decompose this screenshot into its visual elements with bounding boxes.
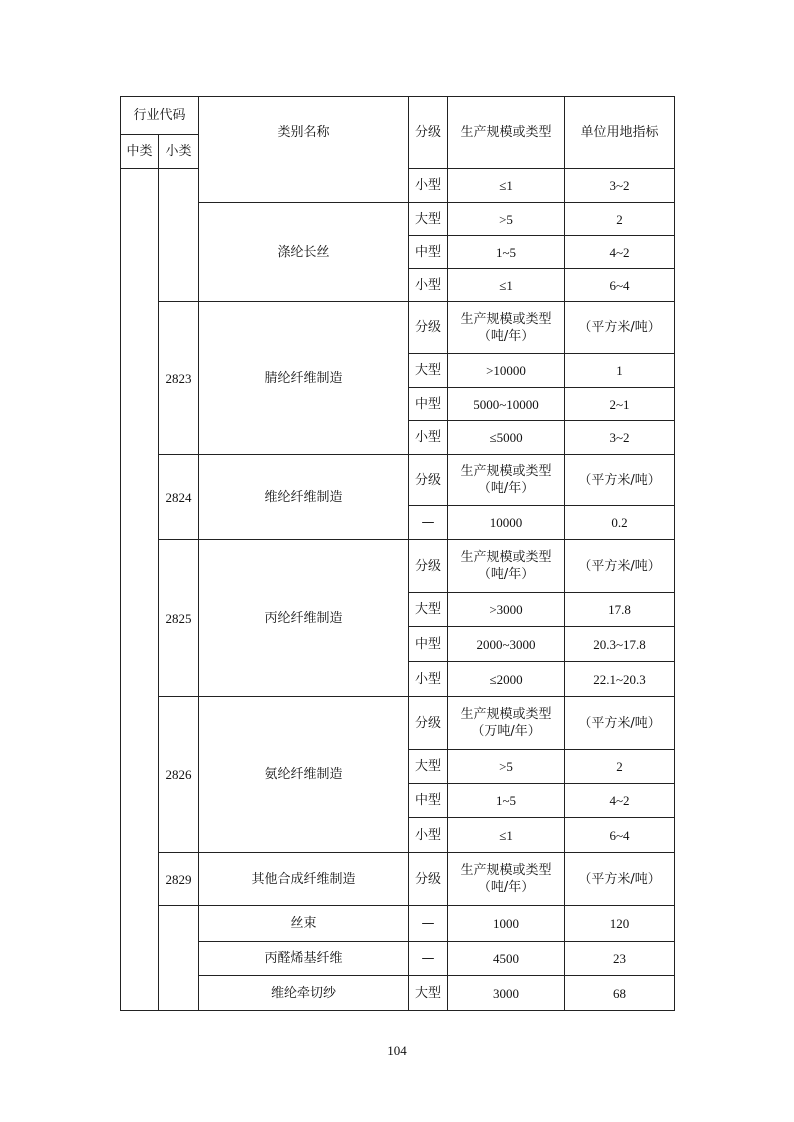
scale-header: 生产规模或类型 [448, 97, 565, 169]
value-cell: 2~1 [565, 388, 675, 421]
unit-subheader: （平方米/吨） [565, 697, 675, 750]
value-cell: 22.1~20.3 [565, 662, 675, 697]
scale-subheader-line1: 生产规模或类型 [460, 863, 552, 878]
scale-cell: ≤1 [448, 169, 565, 203]
value-cell: 2 [565, 203, 675, 236]
category-name-cell: 其他合成纤维制造 [199, 853, 409, 906]
scale-subheader [448, 853, 565, 906]
scale-cell: 1~5 [448, 784, 565, 818]
scale-cell: >5 [448, 750, 565, 784]
scale-cell: >5 [448, 203, 565, 236]
grade-cell: 大型 [409, 354, 448, 388]
value-cell: 120 [565, 906, 675, 942]
category-name-cell: 腈纶纤维制造 [199, 302, 409, 455]
scale-subheader-line2: （吨/年） [477, 880, 535, 895]
category-name-cell: 维纶纤维制造 [199, 455, 409, 540]
grade-cell: 小型 [409, 818, 448, 853]
code-2829: 2829 [159, 853, 199, 906]
scale-cell: 2000~3000 [448, 627, 565, 662]
value-cell: 6~4 [565, 818, 675, 853]
value-cell: 6~4 [565, 269, 675, 302]
scale-subheader [448, 302, 565, 354]
grade-cell: 中型 [409, 388, 448, 421]
value-cell: 23 [565, 942, 675, 976]
grade-cell: 小型 [409, 662, 448, 697]
category-name-cell: 丙纶纤维制造 [199, 540, 409, 697]
unit-subheader: （平方米/吨） [565, 540, 675, 593]
scale-subheader [448, 540, 565, 593]
land-use-index-table [120, 96, 675, 1011]
value-cell: 20.3~17.8 [565, 627, 675, 662]
unit-subheader: （平方米/吨） [565, 302, 675, 354]
grade-cell: — [409, 942, 448, 976]
value-cell: 1 [565, 354, 675, 388]
code-2823: 2823 [159, 302, 199, 455]
grade-cell: 大型 [409, 976, 448, 1011]
scale-cell: 4500 [448, 942, 565, 976]
scale-cell: ≤2000 [448, 662, 565, 697]
grade-cell: 中型 [409, 627, 448, 662]
unit-index-header: 单位用地指标 [565, 97, 675, 169]
scale-subheader-line2: （吨/年） [477, 481, 535, 496]
code-2824: 2824 [159, 455, 199, 540]
value-cell: 3~2 [565, 169, 675, 203]
scale-cell: 1000 [448, 906, 565, 942]
small-class-cell [159, 906, 199, 1011]
value-cell: 0.2 [565, 506, 675, 540]
scale-subheader [448, 697, 565, 750]
grade-cell: 大型 [409, 593, 448, 627]
scale-subheader-line2: （吨/年） [477, 567, 535, 582]
category-name-cell: 维纶牵切纱 [199, 976, 409, 1011]
grade-cell: 小型 [409, 421, 448, 455]
scale-subheader [448, 455, 565, 506]
grade-subheader: 分级 [409, 455, 448, 506]
grade-cell: 中型 [409, 784, 448, 818]
scale-cell: 5000~10000 [448, 388, 565, 421]
unit-subheader: （平方米/吨） [565, 853, 675, 906]
scale-subheader-line1: 生产规模或类型 [460, 311, 552, 327]
value-cell: 2 [565, 750, 675, 784]
middle-class-cell [121, 169, 159, 1011]
scale-cell: >3000 [448, 593, 565, 627]
grade-cell: — [409, 906, 448, 942]
grade-header: 分级 [409, 97, 448, 169]
grade-cell: 小型 [409, 269, 448, 302]
grade-subheader: 分级 [409, 540, 448, 593]
scale-cell: 1~5 [448, 236, 565, 269]
value-cell: 3~2 [565, 421, 675, 455]
scale-cell: 3000 [448, 976, 565, 1011]
value-cell: 4~2 [565, 236, 675, 269]
scale-cell: ≤1 [448, 818, 565, 853]
category-name-cell: 涤纶长丝 [199, 203, 409, 302]
scale-subheader-line1: 生产规模或类型 [460, 464, 552, 479]
grade-subheader: 分级 [409, 302, 448, 354]
small-class-header: 小类 [159, 135, 199, 169]
grade-subheader: 分级 [409, 697, 448, 750]
scale-cell: ≤1 [448, 269, 565, 302]
grade-cell: — [409, 506, 448, 540]
page-number: 104 [387, 1043, 407, 1058]
category-name-cell: 氨纶纤维制造 [199, 697, 409, 853]
value-cell: 68 [565, 976, 675, 1011]
scale-cell: ≤5000 [448, 421, 565, 455]
industry-code-header: 行业代码 [121, 97, 199, 135]
value-cell: 17.8 [565, 593, 675, 627]
small-class-cell [159, 169, 199, 302]
grade-cell: 大型 [409, 750, 448, 784]
grade-cell: 大型 [409, 203, 448, 236]
grade-cell: 小型 [409, 169, 448, 203]
scale-cell: 10000 [448, 506, 565, 540]
value-cell: 4~2 [565, 784, 675, 818]
code-2825: 2825 [159, 540, 199, 697]
category-name-cell: 丝束 [199, 906, 409, 942]
grade-cell: 中型 [409, 236, 448, 269]
category-name-cell: 丙醛烯基纤维 [199, 942, 409, 976]
code-2826: 2826 [159, 697, 199, 853]
grade-subheader: 分级 [409, 853, 448, 906]
scale-cell: >10000 [448, 354, 565, 388]
scale-subheader-line1: 生产规模或类型 [460, 707, 552, 722]
category-name-header: 类别名称 [199, 97, 409, 203]
scale-subheader-line2: （吨/年） [477, 328, 535, 344]
scale-subheader-line1: 生产规模或类型 [460, 550, 552, 565]
middle-class-header: 中类 [121, 135, 159, 169]
unit-subheader: （平方米/吨） [565, 455, 675, 506]
scale-subheader-line2: （万吨/年） [471, 724, 541, 739]
